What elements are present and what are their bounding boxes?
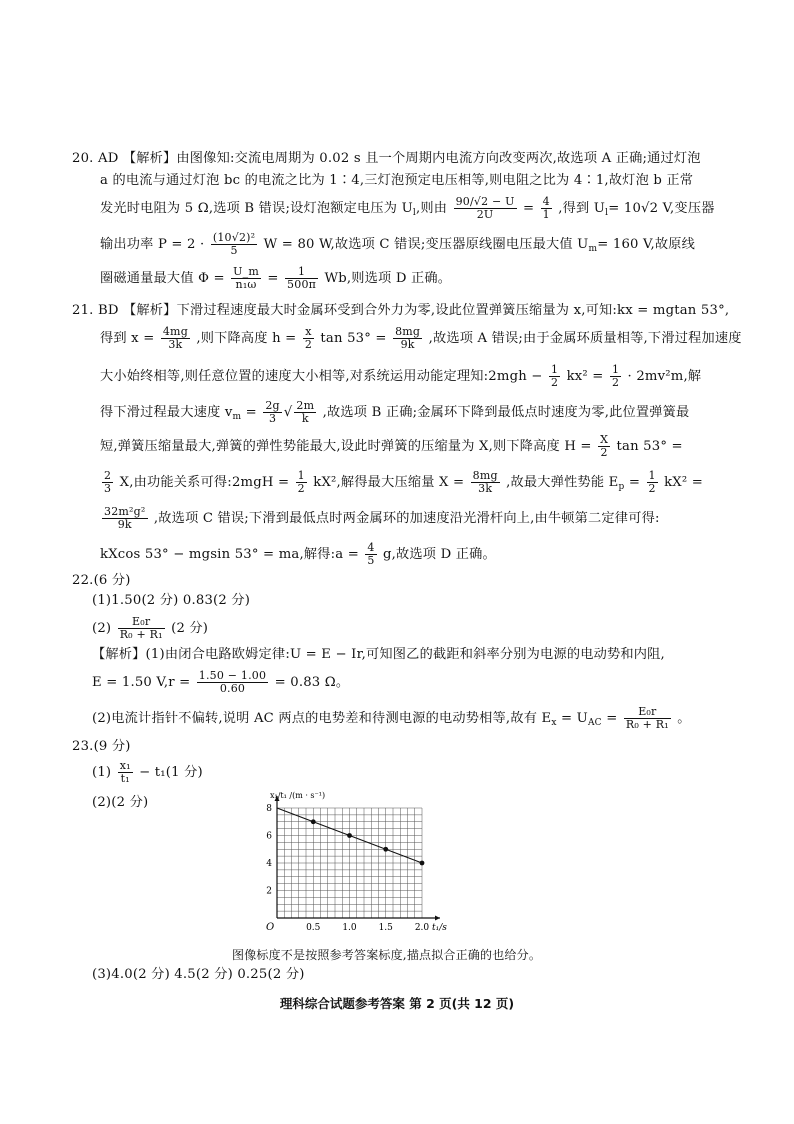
- q22-exp3-fd: R₀ + R₁: [625, 718, 669, 731]
- q21-l3-frac1: [549, 364, 560, 389]
- q21-l3-frac2: [610, 364, 621, 389]
- q20-l5-frac: [231, 266, 261, 291]
- x-tick-label: 2.0: [414, 923, 430, 933]
- q21-l6-f4d: 2: [648, 482, 656, 495]
- q23-head: 23.(9 分): [72, 739, 131, 754]
- q21-l3-a: 大小始终相等,则任意位置的速度大小相等,对系统运用动能定理知:2mgh −: [100, 369, 543, 384]
- data-point: [383, 847, 388, 852]
- q21-l2-f2d: 2: [304, 338, 313, 351]
- q21-line-5: [100, 434, 683, 459]
- q21-l5-b: tan 53° =: [616, 439, 683, 454]
- q21-l2-c: tan 53° =: [320, 331, 387, 346]
- q21-l4-f1n: 2g: [265, 399, 280, 412]
- q21-l4-b: =: [245, 405, 257, 420]
- q20-l4-frac-num: (10√2)²: [212, 231, 256, 244]
- q21-l7-frac: [102, 506, 148, 531]
- q21-l6-f4n: 1: [648, 469, 656, 482]
- q23-ans1-b: − t₁(1 分): [139, 765, 203, 780]
- chart-grid: [277, 808, 422, 918]
- q20-l3-b: ,则由: [416, 201, 448, 216]
- q21-l2-frac3: [393, 326, 422, 351]
- q21-l8-frac: [365, 542, 376, 567]
- q22-ans2-a: (2): [92, 621, 112, 636]
- q20-l4-frac: [211, 232, 257, 257]
- q22-ans2-fd: R₀ + R₁: [119, 628, 163, 641]
- q21-l2-d: ,故选项 A 错误;由于金属环质量相等,下滑过程加速度: [428, 331, 742, 346]
- t1-velocity-chart: [232, 788, 452, 938]
- q20-l3-d: ,得到 U: [558, 201, 606, 216]
- q21-l3-c: · 2mv²m,解: [627, 369, 702, 384]
- q21-l2-f2n: x: [303, 326, 314, 339]
- q20-line-1: 20. AD 【解析】由图像知:交流电周期为 0.02 s 且一个周期内电流方向改变两次,故选项 A 正确;通过灯泡: [72, 151, 701, 166]
- data-point: [347, 833, 352, 838]
- q20-l4-frac-den: 5: [230, 244, 238, 257]
- chart-xlabel: t₁/s: [432, 923, 447, 933]
- q20-l5-frac2: [285, 266, 318, 291]
- q21-l6-fn: 2: [104, 469, 112, 482]
- y-tick-label: 6: [266, 831, 272, 842]
- q20-l4-a: 输出功率 P = 2 ·: [100, 237, 205, 252]
- q20-l3-frac-den: 2U: [476, 208, 494, 221]
- q21-line-1: 21. BD 【解析】下滑过程速度最大时金属环受到合外力为零,设此位置弹簧压缩量为 x,可知:kx = mgtan 53°,: [72, 303, 730, 318]
- q20-l3-e: = 10√2 V,变压器: [608, 201, 715, 216]
- q22-explain-2: [92, 670, 349, 695]
- data-point: [311, 819, 316, 824]
- q22-answer-2: [92, 616, 208, 641]
- chart-origin-label: O: [266, 922, 275, 933]
- q23-ans1-fd: t₁: [120, 772, 130, 785]
- q22-ans2-fn: E₀r: [118, 616, 165, 629]
- q21-l2-frac1: [161, 326, 190, 351]
- q21-l4-f1d: 3: [268, 412, 277, 425]
- q21-l5-fd: 2: [600, 446, 608, 459]
- y-tick-label: 8: [266, 804, 272, 814]
- q20-l4-b: W = 80 W,故选项 C 错误;变压器原线圈电压最大值 U: [263, 237, 589, 252]
- q20-l5-b: =: [267, 271, 279, 286]
- q23-note: 图像标度不是按照参考答案标度,描点拟合正确的也给分。: [232, 948, 542, 962]
- q21-l3-f1d: 2: [550, 376, 559, 389]
- q20-line-5: [100, 266, 451, 291]
- q22-head: 22.(6 分): [72, 573, 131, 588]
- q20-l5-a: 圈磁通量最大值 Φ =: [100, 271, 225, 286]
- q21-line-3: [100, 364, 701, 389]
- q22-exp3-d: 。: [677, 711, 691, 726]
- q20-l5-frac2-den: 500π: [287, 278, 317, 291]
- q21-l3-f2d: 2: [611, 376, 620, 389]
- q20-l5-frac-den: n₁ω: [235, 278, 257, 291]
- chart-ticks: [266, 804, 429, 933]
- q21-l6-f2n: 1: [297, 469, 305, 482]
- q20-l4-c: = 160 V,故原线: [597, 237, 695, 252]
- q22-ans2-frac: [118, 616, 165, 641]
- q20-l3-frac2-den: 1: [542, 208, 550, 221]
- q21-l8-fn: 4: [367, 541, 375, 554]
- q21-l3-f2n: 1: [611, 363, 620, 376]
- q22-exp2-b: = 0.83 Ω。: [274, 675, 350, 690]
- q22-exp3-b: = U: [561, 711, 588, 726]
- q21-line-8: [100, 542, 496, 567]
- q21-l3-b: kx² =: [566, 369, 604, 384]
- q20-l3-frac2-num: 4: [542, 195, 550, 208]
- q21-l4-frac1: [263, 400, 281, 425]
- q21-l2-f1d: 3k: [168, 338, 183, 351]
- q20-l3-frac2: [541, 196, 552, 221]
- q21-line-7: [100, 506, 660, 531]
- q21-l2-frac2: [303, 326, 314, 351]
- q20-line-3: 发光时电阻为 5 Ω,选项 B 错误;设灯泡额定电压为 $U_l$,则由 $\frac{90/√2 - U}{2U}$ = $\frac{4}{1}$ ,得到 $U_l= 10√2$ V,变压器: [100, 195, 715, 221]
- q21-l6-frac1: [102, 470, 113, 495]
- q21-line-6: $\frac{2}{3}$ X,由功能关系可得:2mgH = $\frac{1}{2}$ kX²,解得最大压缩量 X = $\frac{8mg}{3k}$ ,故最大弹性势能 $E_p$ = $\frac{1}{2}$ kX² =: [104, 469, 704, 495]
- q21-l6-e: kX² =: [664, 475, 704, 490]
- q21-l6-frac4: [647, 470, 658, 495]
- q20-l5-c: Wb,则选项 D 正确。: [324, 271, 452, 286]
- q21-l2-f1n: 4mg: [162, 325, 188, 338]
- q20-l5-frac2-num: 1: [285, 266, 318, 279]
- q21-l4-f2d: k: [301, 412, 309, 425]
- q21-l6-frac2: [296, 470, 307, 495]
- page-footer: 理科综合试题参考答案 第 2 页(共 12 页): [279, 996, 515, 1011]
- q21-l8-fd: 5: [367, 554, 375, 567]
- q21-l6-fd: 3: [104, 482, 112, 495]
- q22-explain-3: (2)电流计指针不偏转,说明 AC 两点的电势差和待测电源的电动势相等,故有 $E_x = U_{AC}$ = $\frac{\text{E₀r}}{\text{R₀ + R₁}}$ 。: [92, 705, 691, 731]
- q21-l6-frac3: [471, 470, 500, 495]
- q21-l2-f3n: 8mg: [395, 325, 421, 338]
- q20-l5-frac-num: U_m: [233, 265, 259, 278]
- y-tick-label: 2: [266, 886, 272, 897]
- q20-l3-frac: [454, 196, 517, 221]
- data-point: [420, 861, 425, 866]
- q21-l6-b: kX²,解得最大压缩量 X =: [313, 475, 465, 490]
- q22-exp2-fn: 1.50 − 1.00: [198, 669, 267, 682]
- q20-line-2: a 的电流与通过灯泡 bc 的电流之比为 1∶4,三灯泡预定电压相等,则电阻之比为 4∶1,故灯泡 b 正常: [100, 173, 694, 188]
- chart-series: [277, 808, 424, 865]
- q23-answer-3: (3)4.0(2 分) 4.5(2 分) 0.25(2 分): [92, 967, 305, 982]
- q21-l4-frac2: [294, 400, 316, 425]
- q21-l6-f3d: 3k: [478, 482, 493, 495]
- q21-l4-c: ,故选项 B 正确;金属环下降到最低点时速度为零,此位置弹簧最: [322, 405, 690, 420]
- x-axis-arrow: [435, 916, 440, 921]
- q20-l3-c: =: [522, 201, 535, 216]
- q21-line-2: [100, 326, 742, 351]
- x-tick-label: 1.5: [378, 923, 393, 933]
- q22-exp3-c: =: [606, 711, 618, 726]
- q22-explain-1: 【解析】(1)由闭合电路欧姆定律:U = E − Ir,可知图乙的截距和斜率分别为电源的电动势和内阻,: [92, 647, 665, 662]
- q21-l6-c: ,故最大弹性势能 E: [506, 475, 619, 490]
- q21-l5-a: 短,弹簧压缩量最大,弹簧的弹性势能最大,设此时弹簧的压缩量为 X,则下降高度 H =: [100, 439, 592, 454]
- q21-l6-d: =: [628, 475, 641, 490]
- q22-exp2-a: E = 1.50 V,r =: [92, 675, 191, 690]
- q21-line-4: 得下滑过程最大速度 $v_m$ = $\frac{2g}{3}$ √ $\frac{2m}{k}$ ,故选项 B 正确;金属环下降到最低点时速度为零,此位置弹簧最: [100, 399, 690, 425]
- q21-l7-fn: 32m²g²: [104, 505, 146, 518]
- x-tick-label: 0.5: [306, 923, 321, 933]
- x-tick-label: 1.0: [342, 923, 357, 933]
- q23-answer-1: [92, 760, 203, 785]
- q22-exp3-frac: [624, 706, 671, 731]
- q22-ans2-b: (2 分): [171, 621, 209, 636]
- q22-exp3-fn: E₀r: [624, 706, 671, 719]
- q21-l2-f3d: 9k: [400, 338, 415, 351]
- q23-ans1-a: (1): [92, 765, 112, 780]
- chart-ylabel: x₁/t₁ /(m · s⁻¹): [270, 791, 326, 800]
- q23-ans1-fn: x₁: [119, 759, 131, 772]
- q23-answer-2: (2)(2 分): [92, 795, 149, 810]
- y-tick-label: 4: [266, 859, 272, 869]
- q21-l7-a: ,故选项 C 错误;下滑到最低点时两金属环的加速度沿光滑杆向上,由牛顿第二定律可得:: [153, 511, 660, 526]
- q20-l3-frac-num: 90/√2 − U: [455, 195, 515, 208]
- q23-ans1-frac: [118, 760, 133, 785]
- q22-exp2-fd: 0.60: [219, 682, 246, 695]
- q22-exp2-frac: [197, 670, 268, 695]
- q22-exp3-a: (2)电流计指针不偏转,说明 AC 两点的电势差和待测电源的电动势相等,故有 E: [92, 711, 552, 726]
- q21-l5-fn: X: [600, 433, 609, 446]
- q21-l2-b: ,则下降高度 h =: [196, 331, 297, 346]
- q21-l5-frac: [598, 434, 610, 459]
- q20-line-4: 输出功率 P = 2 · $\frac{\text{(10√2)²}}{5}$ W = 80 W,故选项 C 错误;变压器原线圈电压最大值 $U_m= 160$ V,故原线: [100, 231, 695, 257]
- q21-l7-fd: 9k: [117, 518, 132, 531]
- q21-l3-f1n: 1: [550, 363, 559, 376]
- q21-l8-a: kXcos 53° − mgsin 53° = ma,解得:a =: [100, 547, 359, 562]
- q21-l6-a: X,由功能关系可得:2mgH =: [119, 475, 290, 490]
- q22-answer-1: (1)1.50(2 分) 0.83(2 分): [92, 593, 251, 608]
- q21-l6-f3n: 8mg: [472, 469, 498, 482]
- q21-l2-a: 得到 x =: [100, 331, 155, 346]
- q21-l6-f2d: 2: [297, 482, 305, 495]
- q21-l4-f2n: 2m: [296, 399, 315, 412]
- q20-l3-a: 发光时电阻为 5 Ω,选项 B 错误;设灯泡额定电压为 U: [100, 201, 413, 216]
- q21-l8-b: g,故选项 D 正确。: [383, 547, 496, 562]
- q21-l4-a: 得下滑过程最大速度 v: [100, 405, 233, 420]
